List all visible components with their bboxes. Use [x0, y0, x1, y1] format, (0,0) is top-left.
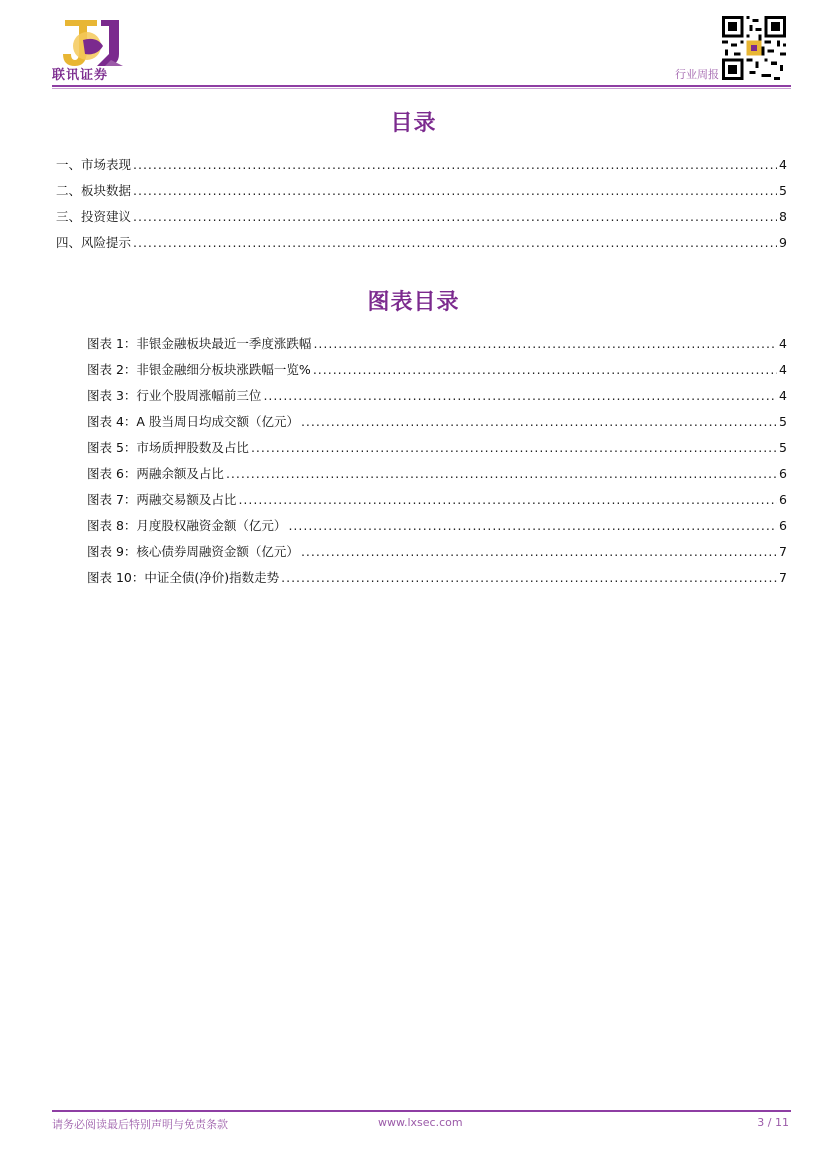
dot-leader — [288, 518, 777, 533]
dot-leader — [133, 157, 777, 172]
figure-entry[interactable] — [87, 334, 787, 352]
dot-leader — [133, 209, 777, 224]
figure-entry-page: 5 — [779, 440, 787, 455]
dot-leader — [251, 440, 777, 455]
dot-leader — [238, 492, 777, 507]
page-header — [0, 0, 827, 95]
toc-entry[interactable] — [56, 181, 787, 199]
dot-leader — [133, 183, 777, 198]
report-type-label: 行业周报 — [675, 68, 719, 81]
toc-entry[interactable] — [56, 207, 787, 225]
figure-entry-label: 图表 6：两融余额及占比 — [87, 466, 224, 481]
toc-entry-label: 三、投资建议 — [56, 209, 132, 224]
figure-entry-page: 4 — [779, 336, 787, 351]
figure-entry-page: 7 — [779, 570, 787, 585]
figures-title: 图表目录 — [367, 290, 460, 315]
figure-entry-label: 图表 3：行业个股周涨幅前三位 — [87, 388, 262, 403]
footer-rule — [52, 1110, 791, 1112]
dot-leader — [301, 544, 777, 559]
figure-entry-label: 图表 9：核心债券周融资金额（亿元） — [87, 544, 299, 559]
figure-entry[interactable] — [87, 360, 787, 378]
dot-leader — [313, 336, 777, 351]
dot-leader — [263, 388, 777, 403]
figure-entry-page: 4 — [779, 388, 787, 403]
dot-leader — [301, 414, 777, 429]
toc-entry[interactable] — [56, 155, 787, 173]
toc-title: 目录 — [390, 111, 437, 136]
toc-entry-page: 5 — [779, 183, 787, 198]
toc-entry-page: 4 — [779, 157, 787, 172]
figure-entry[interactable] — [87, 412, 787, 430]
figure-entry[interactable] — [87, 386, 787, 404]
figure-entry-label: 图表 7：两融交易额及占比 — [87, 492, 237, 507]
dot-leader — [133, 235, 777, 250]
figure-entry-label: 图表 8：月度股权融资金额（亿元） — [87, 518, 287, 533]
figure-entry-page: 7 — [779, 544, 787, 559]
toc-entry-page: 8 — [779, 209, 787, 224]
figure-entry-page: 5 — [779, 414, 787, 429]
footer-disclaimer: 请务必阅读最后特别声明与免责条款 — [52, 1118, 228, 1131]
figure-entry[interactable] — [87, 568, 787, 586]
toc-entry-label: 二、板块数据 — [56, 183, 132, 198]
qr-code-icon — [722, 16, 786, 80]
figure-entry-label: 图表 1：非银金融板块最近一季度涨跌幅 — [87, 336, 312, 351]
figure-entry-label: 图表 4：A 股当周日均成交额（亿元） — [87, 414, 299, 429]
figure-entry-label: 图表 2：非银金融细分板块涨跌幅一览% — [87, 362, 311, 377]
figure-entry-page: 6 — [779, 518, 787, 533]
figure-entry-page: 4 — [779, 362, 787, 377]
figure-entry[interactable] — [87, 438, 787, 456]
figure-entry-label: 图表 5：市场质押股数及占比 — [87, 440, 249, 455]
header-rule-thin — [52, 88, 791, 89]
figure-entry-label: 图表 10：中证全债(净价)指数走势 — [87, 570, 280, 585]
figure-entry-page: 6 — [779, 466, 787, 481]
toc-entry-label: 四、风险提示 — [56, 235, 132, 250]
dot-leader — [281, 570, 777, 585]
toc-entry-page: 9 — [779, 235, 787, 250]
dot-leader — [313, 362, 777, 377]
figure-entry-page: 6 — [779, 492, 787, 507]
toc-entry-label: 一、市场表现 — [56, 157, 132, 172]
page-number: 3 / 11 — [757, 1116, 789, 1129]
dot-leader — [226, 466, 777, 481]
toc-entry[interactable] — [56, 233, 787, 251]
figure-entry[interactable] — [87, 542, 787, 560]
figure-entry[interactable] — [87, 516, 787, 534]
figure-entry[interactable] — [87, 490, 787, 508]
figure-entry[interactable] — [87, 464, 787, 482]
brand-name: 联讯证券 — [52, 68, 109, 83]
footer-website-link[interactable]: www.lxsec.com — [378, 1116, 463, 1129]
header-rule — [52, 85, 791, 87]
